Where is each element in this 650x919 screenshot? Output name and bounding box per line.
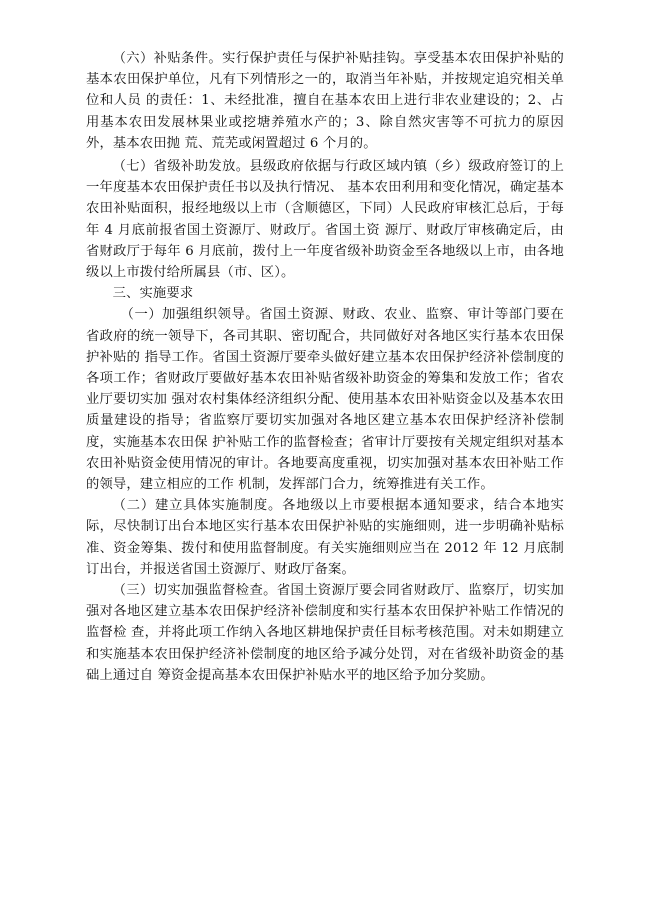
section-heading-implementation-requirements: 三、实施要求 bbox=[112, 286, 194, 302]
paragraph-provincial-subsidy-distribution: （七）省级补助发放。县级政府依据与行政区域内镇（乡）级政府签订的上一年度基本农田保护责任书以及执行情况、 基本农田利用和变化情况，确定基本农田补贴面积，报经地级以上市（含顺德区，下同）人民政府审核汇总后，于每年 4 月底前报省国土资源厅、财政厅。省国土资 源厅、财政厅审核确定后，由省财政厅于每年 6 月底前，拨付上一年度省级补助资金至各地级以上市，由各地级以上市拨付给所属县（市、区）。 bbox=[86, 159, 564, 281]
paragraph-organizational-leadership: （一）加强组织领导。省国土资源、财政、农业、监察、审计等部门要在省政府的统一领导下，各司其职、密切配合，共同做好对各地区实行基本农田保护补贴的 指导工作。省国土资源厅要牵头做好建立基本农田保护经济补偿制度的各项工作；省财政厅要做好基本农田补贴省级补助资金的筹集和发放工作；省农业厅要切实加 强对农村集体经济组织分配、使用基本农田补贴资金以及基本农田质量建设的指导；省监察厅要切实加强对各地区建立基本农田保护经济补偿制度，实施基本农田保 护补贴工作的监督检查；省审计厅要按有关规定组织对基本农田补贴资金使用情况的审计。各地要高度重视，切实加强对基本农田补贴工作的领导，建立相应的工作 机制，发挥部门合力，统筹推进有关工作。 bbox=[86, 307, 564, 493]
paragraph-implementation-system: （二）建立具体实施制度。各地级以上市要根据本通知要求，结合本地实际，尽快制订出台本地区实行基本农田保护补贴的实施细则，进一步明确补贴标准、资金筹集、拨付和使用监督制度。有关实施细则应当在 2012 年 12 月底制订出台，并报送省国土资源厅、财政厅备案。 bbox=[86, 498, 564, 577]
paragraph-supervision-inspection: （三）切实加强监督检查。省国土资源厅要会同省财政厅、监察厅，切实加强对各地区建立基本农田保护经济补偿制度和实行基本农田保护补贴工作情况的监督检 查，并将此项工作纳入各地区耕地保护责任目标考核范围。对未如期建立和实施基本农田保护经济补偿制度的地区给予减分处罚，对在省级补助资金的基础上通过自 筹资金提高基本农田保护补贴水平的地区给予加分奖励。 bbox=[86, 583, 564, 683]
paragraph-subsidy-conditions: （六）补贴条件。实行保护责任与保护补贴挂钩。享受基本农田保护补贴的基本农田保护单位，凡有下列情形之一的，取消当年补贴，并按规定追究相关单位和人员 的责任：1、未经批准，擅自在基本农田上进行非农业建设的；2、占用基本农田发展林果业或挖塘养殖水产的；3、除自然灾害等不可抗力的原因外，基本农田抛 荒、荒芜或闲置超过 6 个月的。 bbox=[86, 51, 564, 151]
